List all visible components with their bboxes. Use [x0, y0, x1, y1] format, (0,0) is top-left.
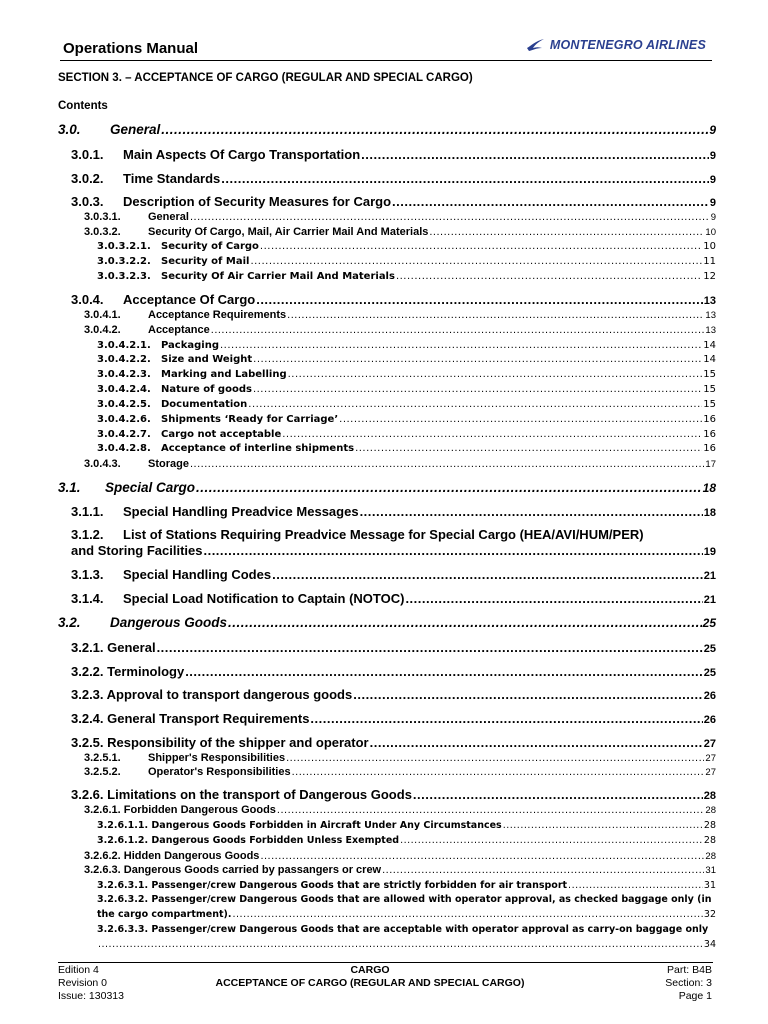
- toc-entry[interactable]: 3.0. General ..... 9: [58, 122, 716, 137]
- toc-entry-continuation[interactable]: ..... 34: [97, 939, 716, 950]
- footer-divider: [58, 962, 713, 963]
- toc-entry[interactable]: 3.1.4. Special Load Notification to Captain (NOTOC) ..... 21: [71, 591, 716, 606]
- toc-entry[interactable]: 3.0.4.2. Acceptance ..... 13: [84, 324, 716, 336]
- footer-left: [58, 964, 124, 1003]
- footer-chapter-title: CARGO: [350, 964, 390, 976]
- toc-entry[interactable]: 3.2.5.2. Operator's Responsibilities ..... 27: [84, 766, 716, 778]
- toc-entry[interactable]: 3.0.1. Main Aspects Of Cargo Transportation ..... 9: [71, 147, 716, 162]
- issue-label: Issue: 130313: [58, 990, 124, 1002]
- toc-entry[interactable]: 3.2.3. Approval to transport dangerous goods ..... 26: [71, 687, 716, 702]
- toc-entry[interactable]: 3.2. Dangerous Goods ..... 25: [58, 615, 716, 630]
- toc-entry[interactable]: 3.0.4. Acceptance Of Cargo ..... 13: [71, 292, 716, 307]
- toc-entry[interactable]: 3.2.6.3.1. Passenger/crew Dangerous Goods that are strictly forbidden for air transport ..... 31: [97, 880, 716, 891]
- toc-entry[interactable]: 3.0.4.2.6. Shipments ‘Ready for Carriage’ ..... 16: [97, 414, 716, 425]
- toc-entry[interactable]: 3.0.4.2.7. Cargo not acceptable ..... 16: [97, 429, 716, 440]
- toc-entry[interactable]: 3.2.6. Limitations on the transport of Dangerous Goods ..... 28: [71, 787, 716, 802]
- edition-label: Edition 4: [58, 964, 99, 976]
- toc-entry[interactable]: 3.0.4.2.1. Packaging ..... 14: [97, 340, 716, 351]
- toc-entry[interactable]: 3.2.6.1.2. Dangerous Goods Forbidden Unless Exempted ..... 28: [97, 835, 716, 846]
- toc-entry[interactable]: 3.0.3.2.3. Security Of Air Carrier Mail And Materials ..... 12: [97, 271, 716, 282]
- toc-entry[interactable]: 3.0.3.1. General ..... 9: [84, 211, 716, 223]
- toc-entry[interactable]: 3.0.4.2.4. Nature of goods ..... 15: [97, 384, 716, 395]
- toc-entry[interactable]: 3.2.5.1. Shipper's Responsibilities ..... 27: [84, 752, 716, 764]
- revision-label: Revision 0: [58, 977, 108, 989]
- toc-entry[interactable]: 3.2.6.2. Hidden Dangerous Goods ..... 28: [84, 850, 716, 862]
- toc-entry[interactable]: 3.2.5. Responsibility of the shipper and operator ..... 27: [71, 735, 716, 750]
- toc-entry[interactable]: 3.0.3.2.1. Security of Cargo ..... 10: [97, 241, 716, 252]
- manual-title: Operations Manual: [63, 40, 199, 57]
- contents-heading: Contents: [58, 100, 108, 112]
- toc-entry[interactable]: 3.1. Special Cargo ..... 18: [58, 480, 716, 495]
- toc-entry[interactable]: 3.1.2. List of Stations Requiring Preadvice Message for Special Cargo (HEA/AVI/HUM/PER): [71, 527, 644, 542]
- toc-entry[interactable]: 3.2.4. General Transport Requirements ..... 26: [71, 711, 716, 726]
- toc-entry-continuation[interactable]: the cargo compartment). ..... 32: [97, 909, 716, 920]
- section-title: SECTION 3. – ACCEPTANCE OF CARGO (REGULAR AND SPECIAL CARGO): [58, 72, 473, 84]
- toc-entry[interactable]: 3.2.1. General ..... 25: [71, 640, 716, 655]
- toc-entry[interactable]: 3.0.2. Time Standards ..... 9: [71, 171, 716, 186]
- toc-entry[interactable]: 3.1.3. Special Handling Codes ..... 21: [71, 567, 716, 582]
- toc-entry[interactable]: 3.0.4.2.3. Marking and Labelling ..... 15: [97, 369, 716, 380]
- toc-entry[interactable]: 3.0.4.1. Acceptance Requirements ..... 13: [84, 309, 716, 321]
- toc-entry[interactable]: 3.0.3.2.2. Security of Mail ..... 11: [97, 256, 716, 267]
- toc-entry[interactable]: 3.0.4.2.8. Acceptance of interline shipments ..... 16: [97, 443, 716, 454]
- section-label: Section: 3: [665, 977, 712, 989]
- toc-entry[interactable]: 3.0.3.2. Security Of Cargo, Mail, Air Carrier Mail And Materials ..... 10: [84, 226, 716, 238]
- footer-chapter-subtitle: ACCEPTANCE OF CARGO (REGULAR AND SPECIAL CARGO): [215, 977, 525, 989]
- toc-entry[interactable]: 3.2.6.3. Dangerous Goods carried by passangers or crew ..... 31: [84, 864, 716, 876]
- logo-text: MONTENEGRO AIRLINES: [549, 38, 706, 52]
- toc-entry[interactable]: 3.0.4.2.2. Size and Weight ..... 14: [97, 354, 716, 365]
- footer-right: [665, 964, 712, 1003]
- page-number: Page 1: [678, 990, 712, 1002]
- toc-entry[interactable]: 3.0.4.2.5. Documentation ..... 15: [97, 399, 716, 410]
- toc-entry[interactable]: 3.2.6.1. Forbidden Dangerous Goods ..... 28: [84, 804, 716, 816]
- footer-center: [180, 964, 560, 990]
- toc-entry[interactable]: 3.0.4.3. Storage ..... 17: [84, 458, 716, 470]
- toc-entry[interactable]: 3.2.6.3.3. Passenger/crew Dangerous Goods that are acceptable with operator approval as carry-on baggage only: [97, 924, 709, 935]
- part-label: Part: B4B: [667, 964, 712, 976]
- toc-entry[interactable]: 3.2.6.1.1. Dangerous Goods Forbidden in Aircraft Under Any Circumstances ..... 28: [97, 820, 716, 831]
- toc-entry[interactable]: 3.2.6.3.2. Passenger/crew Dangerous Goods that are allowed with operator approval, as checked baggage only (in: [97, 894, 712, 905]
- toc-entry[interactable]: 3.2.2. Terminology ..... 25: [71, 664, 716, 679]
- toc-entry[interactable]: 3.0.3. Description of Security Measures for Cargo ..... 9: [71, 194, 716, 209]
- toc-entry[interactable]: 3.1.1. Special Handling Preadvice Messages ..... 18: [71, 504, 716, 519]
- toc-entry-continuation[interactable]: and Storing Facilities ..... 19: [71, 543, 716, 558]
